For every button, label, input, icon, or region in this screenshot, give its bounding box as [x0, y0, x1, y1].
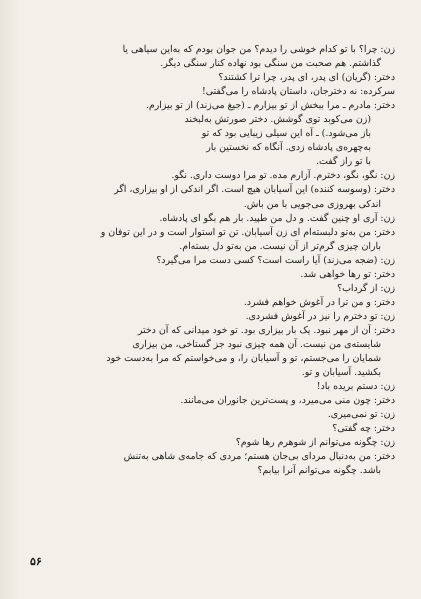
text-line: زن: آری او چنین گفت. و دل من طپید. بار هم بگو ای پادشاه.: [159, 212, 395, 224]
text-line: دختر: (وسوسه کننده) این آسیابان هیچ است. اگر اندکی از او بیزاری، اگر: [114, 184, 395, 196]
text-line: باشد. چگونه می‌توانم آنرا بیابم؟: [257, 465, 381, 477]
text-line: زن: تو نمی‌میری.: [327, 409, 395, 421]
text-line: با تو راز گفت.: [316, 156, 371, 168]
text-line: دختر: مادرم ـ مرا ببخش از تو بیزارم ـ (جیغ می‌زند) از تو بیزارم.: [145, 100, 395, 112]
body-text: [22, 43, 395, 478]
text-line: دختر: آن از مهر نبود. یک بار بیزاری بود. تو خود میدانی که آن دختر: [137, 324, 395, 336]
text-line: به‌چهره‌ی پادشاه زدی. آنگاه که نخستین بار: [206, 142, 371, 154]
text-line: دختر: من به‌تو دلبسته‌ام ای زن آسیابان. تن تو استوار است و در این توفان و: [100, 226, 395, 238]
text-line: (زن می‌کوبد توی گوشش. دختر صورتش به‌لبخند: [184, 114, 371, 126]
text-line: دختر: (گریان) ای پدر، ای پدر، چرا ترا کشتند؟: [218, 72, 395, 84]
text-line: زن: دستم بریده باد!: [316, 381, 395, 393]
text-line: گذاشتم. هم صحبت من سنگی بود نهاده کنار سنگی دیگر.: [160, 58, 381, 70]
text-line: بکشید. آسیابان و تو.: [301, 367, 381, 379]
text-line: سرکرده: نه دخترجان، داستان پادشاه را می‌گفتی!: [201, 86, 395, 98]
text-line: شمایان را می‌جستم، تو و آسیابان را، و می‌خواستم که مرا به‌دست خود: [106, 353, 381, 365]
page-edge-shadow: [0, 0, 20, 599]
text-line: زن: چرا؟ با تو کدام خوشی را دیدم؟ من جوان بودم که به‌این سیاهی یا: [122, 44, 395, 55]
text-line: باز می‌شود.) ـ آه این سیلی زیبایی بود که تو: [201, 128, 371, 140]
text-line: زن: (ضجه می‌زند) آیا راست است؟ کسی دست مرا می‌گیرد؟: [156, 254, 395, 266]
text-line: دختر: چون منی می‌میرد، و پست‌ترین جانوران می‌مانند.: [180, 395, 395, 407]
text-line: زن: نگو، نگو، دخترم. آزارم مده. تو مرا دوست داری. نگو.: [171, 170, 395, 182]
text-line: باران چیزی گرم‌تر از آن نیست. من به‌تو دل بسته‌ام.: [179, 240, 381, 252]
text-line: زن: تو دخترم را نیز در آغوش فشردی.: [245, 310, 395, 322]
text-line: زن: از گرداب؟: [337, 282, 395, 294]
text-line: دختر: تو رها خواهی شد.: [300, 268, 395, 280]
text-line: دختر: و من ترا در آغوش خواهم فشرد.: [243, 296, 395, 308]
text-line: شایسته‌ی من نیست. آن همه چیزی نبود جز گستاخی، من بیزاری: [132, 338, 381, 350]
text-line: دختر: من به‌دنبال مردای بی‌جان هستم؛ مردی که جامه‌ی شاهی به‌تنش: [123, 451, 395, 463]
page-number: ۵۶: [30, 555, 42, 568]
text-line: اندکی بهروزی می‌جویی با من باش.: [243, 198, 381, 210]
text-line: دختر: چه گفتی؟: [332, 423, 395, 435]
text-line: زن: چگونه می‌توانم از شوهرم رها شوم؟: [235, 437, 395, 449]
